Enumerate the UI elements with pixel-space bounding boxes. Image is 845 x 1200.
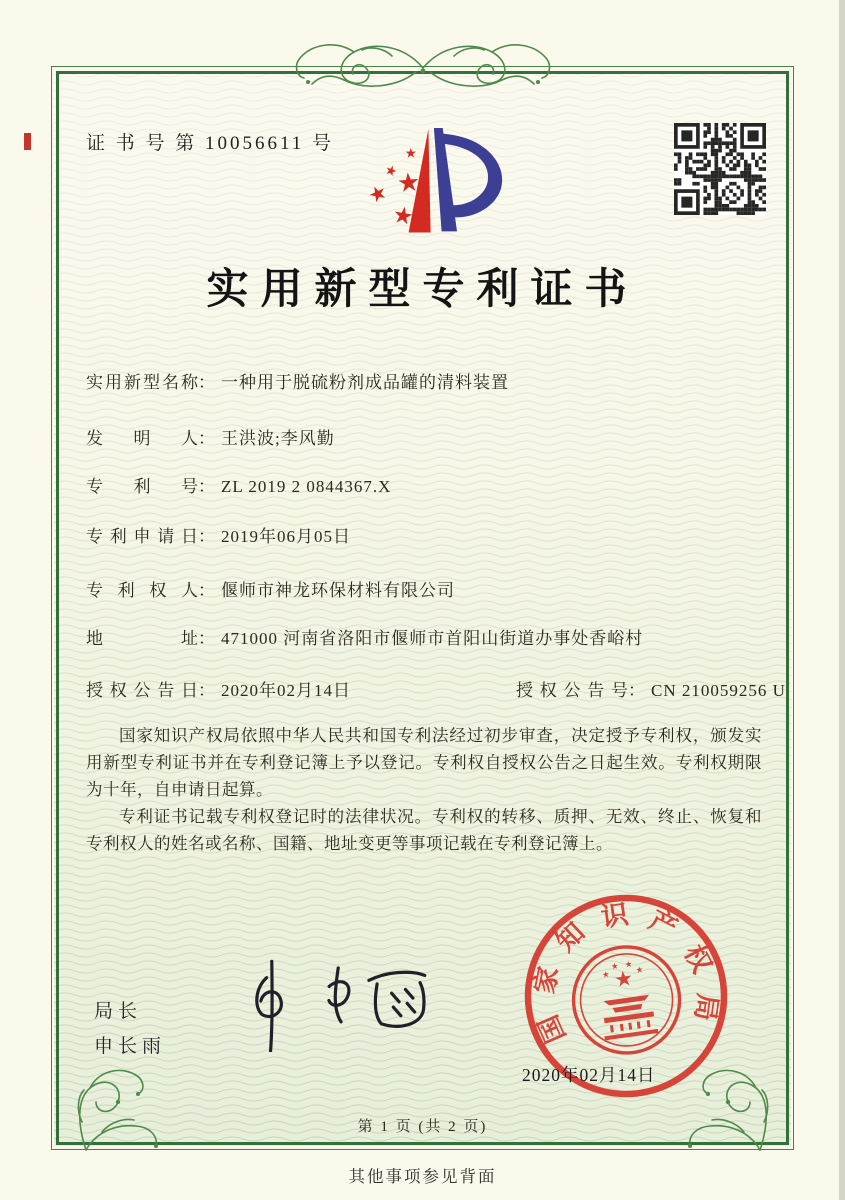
field-label: 发明人 — [86, 429, 198, 448]
field-value: 2020年02月14日 — [221, 681, 351, 700]
field-utility-model-name: 实用新型名称： 一种用于脱硫粉剂成品罐的清料装置 — [86, 368, 509, 393]
svg-text:识: 识 — [599, 899, 631, 933]
officer-block — [94, 994, 166, 1064]
field-grant-date: 授权公告日： 2020年02月14日 授权公告号： CN 210059256 U — [86, 676, 766, 701]
svg-text:产: 产 — [644, 904, 683, 944]
scan-edge — [839, 0, 845, 1200]
svg-text:权: 权 — [678, 939, 718, 978]
field-value: ZL 2019 2 0844367.X — [221, 477, 392, 496]
certificate-number: 证 书 号 第 10056611 号 — [86, 133, 335, 154]
field-grant-publication-number: 授权公告号： CN 210059256 U — [516, 676, 786, 701]
logo-stars — [370, 148, 419, 225]
field-value: 一种用于脱硫粉剂成品罐的清料装置 — [221, 373, 509, 392]
svg-text:知: 知 — [550, 916, 591, 958]
qr-code — [674, 123, 766, 215]
field-address: 地址： 471000 河南省洛阳市偃师市首阳山街道办事处香峪村 — [86, 624, 643, 649]
field-patent-number: 专利号： ZL 2019 2 0844367.X — [86, 472, 391, 497]
cnipa-logo — [336, 120, 512, 236]
svg-text:国: 国 — [532, 1010, 572, 1048]
field-value: 偃师市神龙环保材料有限公司 — [221, 581, 455, 600]
officer-name: 申长雨 — [94, 1036, 167, 1057]
field-value: 2019年06月05日 — [221, 527, 351, 546]
field-value: 471000 河南省洛阳市偃师市首阳山街道办事处香峪村 — [221, 629, 644, 648]
field-label: 授权公告日 — [86, 681, 198, 700]
seal-national-emblem — [567, 940, 687, 1060]
field-value: 王洪波;李风勤 — [221, 429, 335, 448]
field-patentee: 专利权人： 偃师市神龙环保材料有限公司 — [86, 576, 455, 601]
field-inventors: 发明人： 王洪波;李风勤 — [86, 424, 335, 449]
svg-text:局: 局 — [689, 991, 723, 1023]
certificate-title: 实用新型专利证书 — [206, 267, 639, 313]
back-note: 其他事项参见背面 — [348, 1167, 497, 1186]
field-value: CN 210059256 U — [651, 681, 786, 700]
page-number: 第 1 页 (共 2 页) — [357, 1119, 488, 1135]
svg-text:家: 家 — [529, 963, 564, 997]
legal-paragraph-2: 专利证书记载专利权登记时的法律状况。专利权的转移、质押、无效、终止、恢复和专利权人的姓名或名称、国籍、地址变更等事项记载在专利登记簿上。 — [86, 806, 762, 853]
seal-date: 2020年02月14日 — [522, 1065, 656, 1085]
field-label: 专利权人 — [86, 581, 198, 600]
field-label: 专利号 — [86, 477, 198, 496]
officer-title: 局长 — [94, 1001, 143, 1022]
field-filing-date: 专利申请日： 2019年06月05日 — [86, 522, 351, 547]
legal-paragraph-1: 国家知识产权局依照中华人民共和国专利法经过初步审查，决定授予专利权，颁发实用新型专利证书并在专利登记簿上予以登记。专利权自授权公告之日起生效。专利权期限为十年，自申请日起算。 — [86, 725, 762, 799]
field-label: 地址 — [86, 629, 198, 648]
field-label: 授权公告号 — [516, 681, 628, 700]
field-label: 专利申请日 — [86, 527, 198, 546]
field-label: 实用新型名称 — [86, 373, 198, 392]
director-signature — [228, 952, 448, 1052]
edge-registration-mark — [24, 133, 31, 150]
